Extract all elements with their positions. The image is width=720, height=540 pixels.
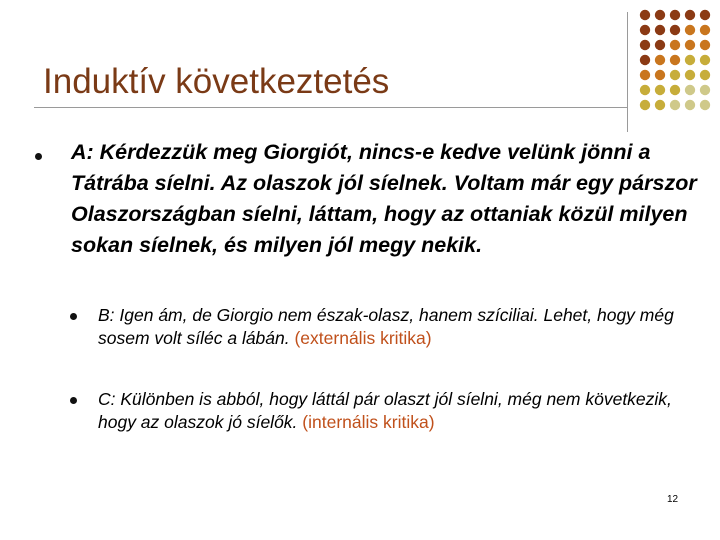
decorative-dot: [700, 70, 710, 80]
sub-point-b-text: B: Igen ám, de Giorgio nem észak-olasz, hanem szíciliai. Lehet, hogy még sosem volt síléc a lábán.: [98, 305, 674, 348]
decorative-dot: [670, 40, 680, 50]
decorative-dot: [640, 100, 650, 110]
decorative-dot: [655, 85, 665, 95]
decorative-dot: [640, 85, 650, 95]
decorative-dot: [655, 40, 665, 50]
decorative-dot: [640, 10, 650, 20]
decorative-dot: [655, 100, 665, 110]
decorative-dot: [700, 40, 710, 50]
sub-point-c: [98, 388, 688, 434]
decorative-dot: [670, 100, 680, 110]
sub-point-c-tag: (internális kritika): [302, 412, 435, 432]
decorative-dot: [640, 55, 650, 65]
decorative-dot: [655, 10, 665, 20]
decorative-dot: [685, 85, 695, 95]
bullet-icon: [70, 397, 77, 404]
decorative-dot: [670, 70, 680, 80]
sub-point-b-tag: (externális kritika): [294, 328, 432, 348]
bullet-icon: [35, 153, 42, 160]
decorative-dot: [655, 25, 665, 35]
decorative-dot: [700, 100, 710, 110]
page-number: 12: [667, 494, 679, 505]
sub-point-c-text: C: Különben is abból, hogy láttál pár olaszt jól síelni, még nem következik, hogy az olaszok jó síelők.: [98, 389, 672, 432]
decorative-dot: [685, 40, 695, 50]
main-point-text: A: Kérdezzük meg Giorgiót, nincs-e kedve velünk jönni a Tátrába síelni. Az olaszok jól síelnek. Voltam már egy párszor Olaszországban síelni, láttam, hogy az ottaniak közül milyen sokan síelnek, és milyen jól megy nekik.: [71, 140, 697, 257]
decorative-dot: [640, 25, 650, 35]
decorative-dot: [655, 55, 665, 65]
decorative-dot: [655, 70, 665, 80]
decorative-dot: [700, 55, 710, 65]
decorative-dot: [685, 25, 695, 35]
decorative-dot: [670, 25, 680, 35]
decorative-dot: [640, 70, 650, 80]
decorative-dot: [700, 85, 710, 95]
decorative-dot: [670, 55, 680, 65]
sub-point-b: [98, 304, 688, 350]
slide-title: Induktív következtetés: [43, 62, 390, 101]
decorative-dot: [700, 25, 710, 35]
decorative-dot: [685, 55, 695, 65]
decorative-dot: [670, 10, 680, 20]
bullet-icon: [70, 313, 77, 320]
decorative-dot: [685, 100, 695, 110]
decorative-dot: [640, 40, 650, 50]
decorative-dot: [670, 85, 680, 95]
decorative-dot: [700, 10, 710, 20]
decorative-dot: [685, 70, 695, 80]
decorative-dot: [685, 10, 695, 20]
